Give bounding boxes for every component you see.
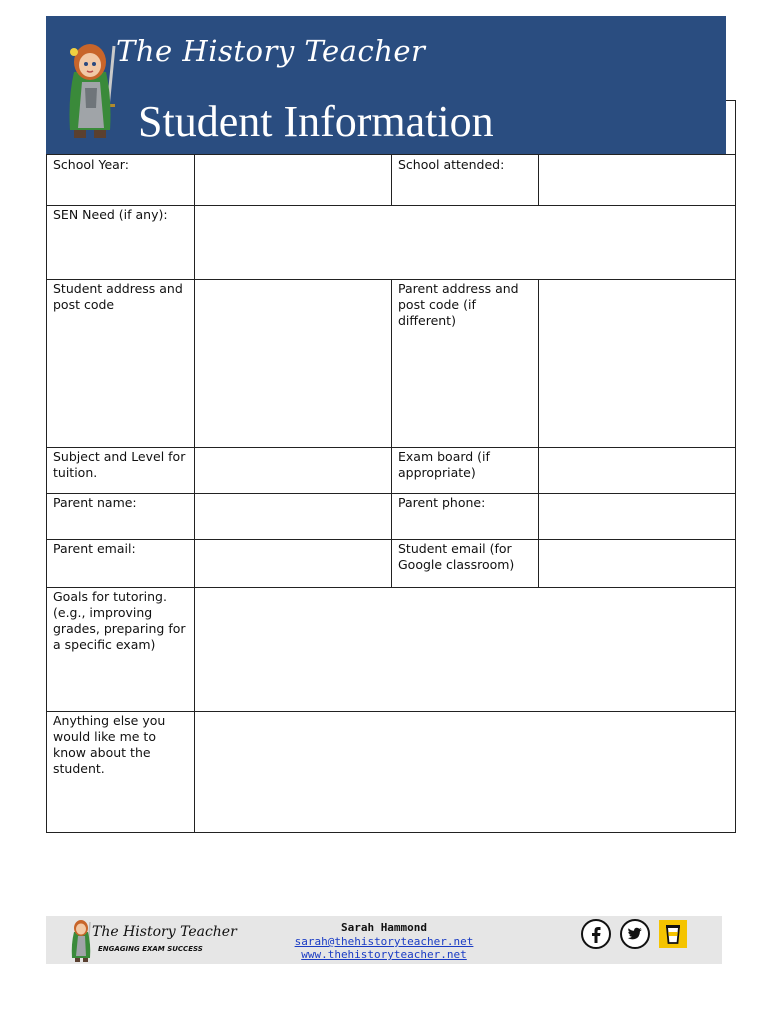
- exam-board-label: Exam board (if appropriate): [398, 449, 490, 480]
- student-address-label: Student address and post code: [53, 281, 183, 312]
- parent-address-field[interactable]: [539, 280, 735, 447]
- exam-board-field[interactable]: [539, 448, 735, 493]
- footer-tagline: ENGAGING EXAM SUCCESS: [98, 945, 203, 953]
- anything-else-field[interactable]: [195, 712, 735, 832]
- brand-title: The History Teacher: [116, 34, 426, 68]
- sen-need-field[interactable]: [195, 206, 735, 279]
- anything-else-label: Anything else you would like me to know about the student.: [53, 713, 166, 776]
- student-address-field[interactable]: [195, 280, 391, 447]
- school-attended-field[interactable]: [539, 156, 735, 205]
- mascot-icon: [60, 38, 122, 148]
- footer-bar: [46, 916, 722, 964]
- subject-level-label: Subject and Level for tuition.: [53, 449, 186, 480]
- parent-name-field[interactable]: [195, 494, 391, 539]
- frame-edge: [726, 100, 736, 154]
- header-banner: [46, 16, 726, 154]
- parent-name-label: Parent name:: [53, 495, 137, 510]
- student-info-form: [46, 154, 736, 833]
- page-title: Student Information: [138, 97, 494, 146]
- goals-field[interactable]: [195, 588, 735, 711]
- parent-phone-field[interactable]: [539, 494, 735, 539]
- facebook-icon[interactable]: [580, 918, 612, 950]
- student-email-field[interactable]: [539, 540, 735, 587]
- student-email-label: Student email (for Google classroom): [398, 541, 515, 572]
- parent-email-label: Parent email:: [53, 541, 136, 556]
- footer-brand: The History Teacher: [92, 924, 237, 940]
- goals-label: Goals for tutoring. (e.g., improving grades, preparing for a specific exam): [53, 589, 186, 652]
- school-year-label: School Year:: [53, 157, 129, 172]
- school-attended-label: School attended:: [398, 157, 505, 172]
- author-name: Sarah Hammond: [340, 921, 428, 934]
- parent-address-label: Parent address and post code (if different): [398, 281, 519, 328]
- website-link[interactable]: www.thehistoryteacher.net: [301, 948, 467, 961]
- parent-email-field[interactable]: [195, 540, 391, 587]
- email-link[interactable]: sarah@thehistoryteacher.net: [294, 935, 474, 948]
- school-year-field[interactable]: [195, 156, 391, 205]
- parent-phone-label: Parent phone:: [398, 495, 486, 510]
- twitter-icon[interactable]: [619, 918, 651, 950]
- subject-level-field[interactable]: [195, 448, 391, 493]
- coffee-cup-icon[interactable]: [657, 918, 689, 950]
- sen-need-label: SEN Need (if any):: [53, 207, 168, 222]
